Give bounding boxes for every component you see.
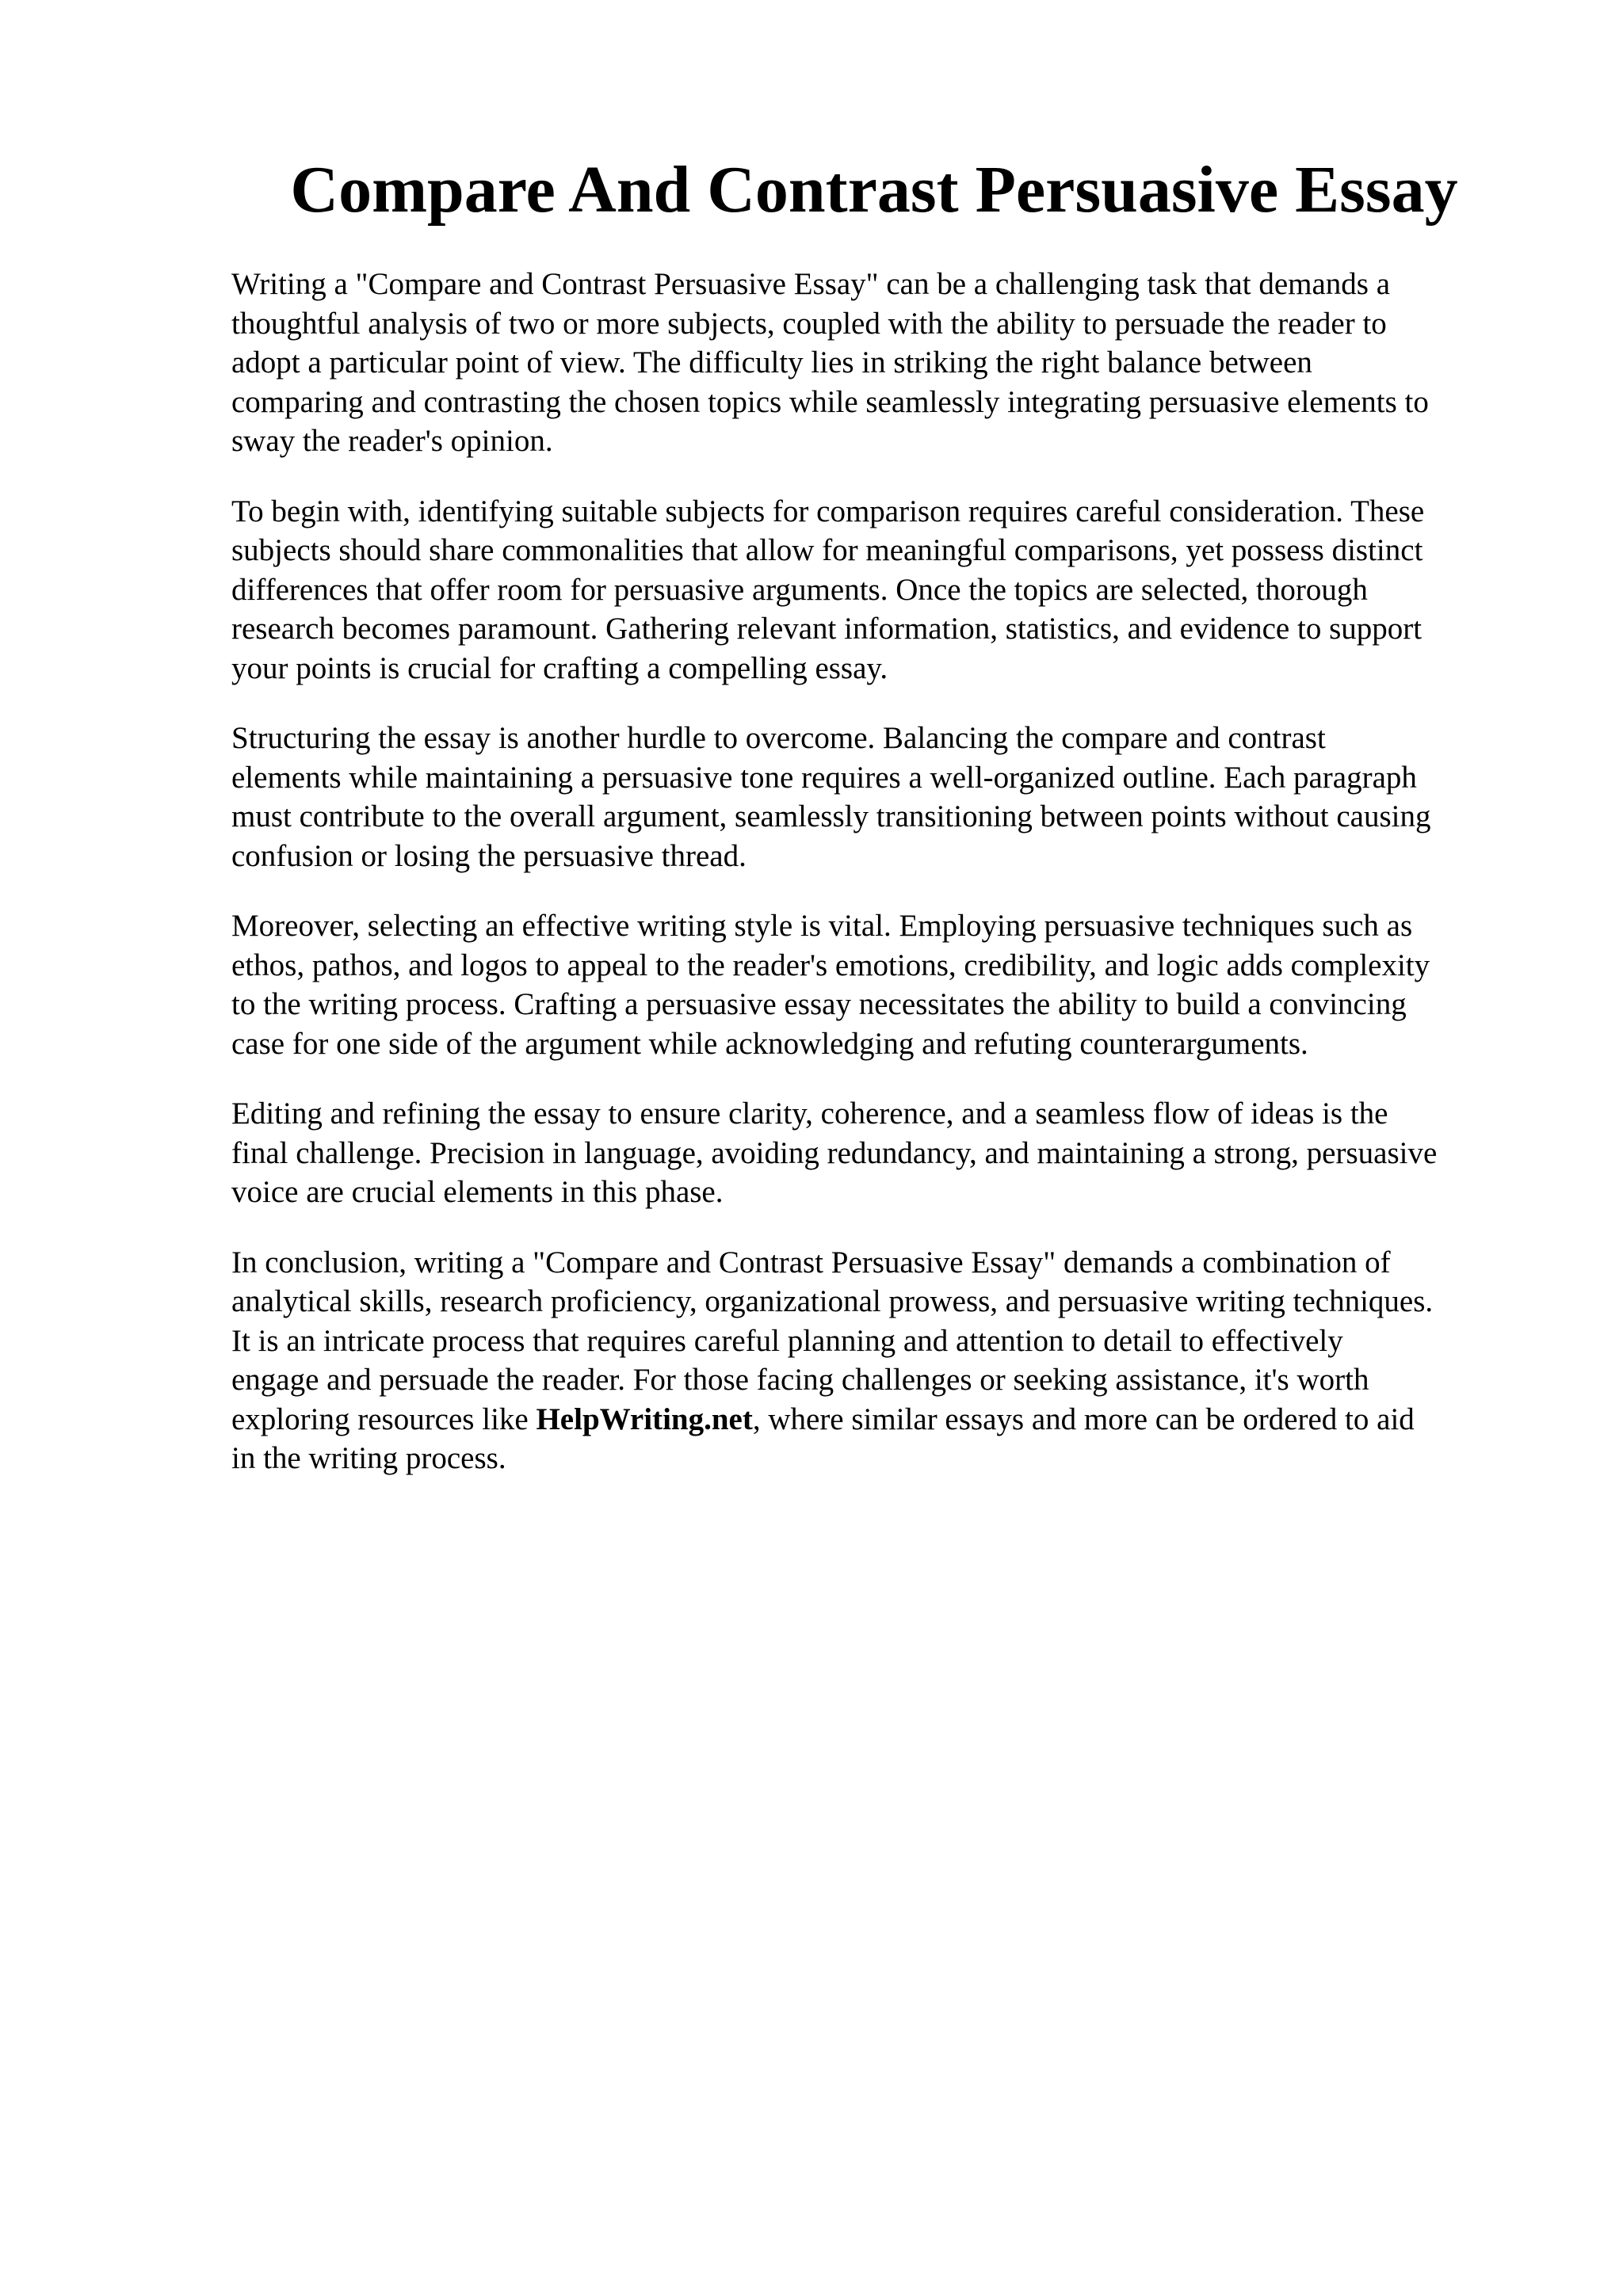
paragraph-intro xyxy=(231,265,1531,461)
text-line: Structuring the essay is another hurdle to overcome. Balancing the compare and contrast xyxy=(231,721,1326,755)
paragraph-structure xyxy=(231,719,1531,875)
text-line: elements while maintaining a persuasive tone requires a well-organized outline. Each paragraph xyxy=(231,760,1417,795)
text-line: It is an intricate process that requires careful planning and attention to detail to effectively xyxy=(231,1323,1343,1358)
text-line: your points is crucial for crafting a compelling essay. xyxy=(231,650,888,685)
text-line-with-link xyxy=(231,1400,1531,1440)
text-line: engage and persuade the reader. For those facing challenges or seeking assistance, it's worth xyxy=(231,1363,1369,1397)
text-line: In conclusion, writing a "Compare and Contrast Persuasive Essay" demands a combination of xyxy=(231,1245,1391,1280)
text-line: comparing and contrasting the chosen topics while seamlessly integrating persuasive elements to xyxy=(231,384,1429,419)
text-line: Moreover, selecting an effective writing style is vital. Employing persuasive techniques such as xyxy=(231,909,1413,943)
text-line: final challenge. Precision in language, avoiding redundancy, and maintaining a strong, persuasive xyxy=(231,1135,1438,1170)
page-title: Compare And Contrast Persuasive Essay xyxy=(290,153,1458,227)
text-line: research becomes paramount. Gathering relevant information, statistics, and evidence to support xyxy=(231,612,1423,646)
paragraph-editing xyxy=(231,1094,1531,1212)
text-line: To begin with, identifying suitable subjects for comparison requires careful consideration. These xyxy=(231,494,1425,528)
text-line: case for one side of the argument while acknowledging and refuting counterarguments. xyxy=(231,1026,1308,1061)
helpwriting-link[interactable]: HelpWriting.net xyxy=(536,1402,753,1436)
text-line: thoughtful analysis of two or more subjects, coupled with the ability to persuade the reader to xyxy=(231,306,1387,341)
essay-body xyxy=(231,265,1531,1509)
text-line: sway the reader's opinion. xyxy=(231,424,553,458)
text-line: subjects should share commonalities that allow for meaningful comparisons, yet possess distinct xyxy=(231,533,1423,567)
text-line: voice are crucial elements in this phase. xyxy=(231,1175,724,1209)
paragraph-subjects xyxy=(231,492,1531,688)
paragraph-conclusion xyxy=(231,1243,1531,1478)
text-line: Editing and refining the essay to ensure clarity, coherence, and a seamless flow of ideas is the xyxy=(231,1097,1388,1131)
text-line: analytical skills, research proficiency, organizational prowess, and persuasive writing techniques. xyxy=(231,1284,1434,1318)
text-line: adopt a particular point of view. The difficulty lies in striking the right balance between xyxy=(231,345,1312,379)
text-line: ethos, pathos, and logos to appeal to the reader's emotions, credibility, and logic adds complexity xyxy=(231,948,1430,982)
text-line: must contribute to the overall argument, seamlessly transitioning between points without causing xyxy=(231,799,1431,833)
text-line: differences that offer room for persuasive arguments. Once the topics are selected, thorough xyxy=(231,572,1368,607)
paragraph-style xyxy=(231,906,1531,1063)
link-lead-text: exploring resources like xyxy=(231,1402,537,1436)
text-line: Writing a "Compare and Contrast Persuasive Essay" can be a challenging task that demands a xyxy=(231,267,1391,301)
text-line: confusion or losing the persuasive thread. xyxy=(231,838,747,873)
text-line: to the writing process. Crafting a persuasive essay necessitates the ability to build a convincing xyxy=(231,987,1407,1021)
text-line: in the writing process. xyxy=(231,1441,506,1475)
link-trail-text: , where similar essays and more can be ordered to aid xyxy=(752,1402,1415,1436)
